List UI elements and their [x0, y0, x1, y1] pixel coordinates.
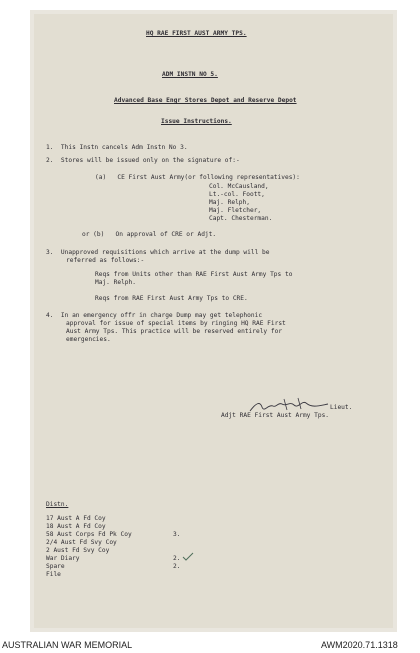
- distribution-unit: 2 Aust Fd Svy Coy: [46, 547, 110, 554]
- instruction-number: ADM INSTN NO 5.: [162, 71, 218, 78]
- footer-accession-number: AWM2020.71.1318: [321, 640, 398, 650]
- signature-rank: Lieut.: [330, 404, 353, 411]
- distribution-unit: Spare: [46, 563, 65, 570]
- distribution-unit: 58 Aust Corps Fd Pk Coy: [46, 531, 132, 538]
- subject-line-1: Advanced Base Engr Stores Depot and Reserve Depot: [114, 97, 297, 104]
- document-header: HQ RAE FIRST AUST ARMY TPS.: [146, 30, 247, 37]
- representative: Lt.-col. Foott,: [209, 191, 265, 198]
- distribution-label: Distn.: [46, 501, 69, 508]
- distribution-unit: 18 Aust A Fd Coy: [46, 523, 106, 530]
- footer-institution: AUSTRALIAN WAR MEMORIAL: [2, 640, 133, 650]
- subject-line-2: Issue Instructions.: [161, 118, 232, 125]
- check-mark-icon: [182, 552, 194, 562]
- paragraph-4-line: 4. In an emergency offr in charge Dump may get telephonic: [46, 312, 263, 319]
- signature-title: Adjt RAE First Aust Army Tps.: [221, 412, 330, 419]
- representative: Maj. Fletcher,: [209, 207, 262, 214]
- document-page: [34, 14, 393, 628]
- representative: Maj. Relph,: [209, 199, 250, 206]
- distribution-copies: 2.: [173, 563, 181, 570]
- paragraph-3-item-1-line-2: Maj. Relph.: [95, 279, 136, 286]
- paragraph-4-line: approval for issue of special items by ringing HQ RAE First: [66, 320, 286, 327]
- distribution-unit: 17 Aust A Fd Coy: [46, 515, 106, 522]
- paragraph-1: 1. This Instn cancels Adm Instn No 3.: [46, 144, 188, 151]
- distribution-unit: 2/4 Aust Fd Svy Coy: [46, 539, 117, 546]
- distribution-copies: 3.: [173, 531, 181, 538]
- representative: Col. McCausland,: [209, 183, 269, 190]
- distribution-copies: 2.: [173, 555, 181, 562]
- paragraph-4-line: Aust Army Tps. This practice will be reserved entirely for: [66, 328, 283, 335]
- paragraph-3-item-1-line-1: Reqs from Units other than RAE First Aust Army Tps to: [95, 271, 293, 278]
- paragraph-3-line-2: referred as follows:-: [66, 257, 145, 264]
- distribution-unit: File: [46, 571, 61, 578]
- distribution-unit: War Diary: [46, 555, 80, 562]
- paragraph-2b: or (b) On approval of CRE or Adjt.: [82, 231, 217, 238]
- paragraph-2: 2. Stores will be issued only on the signature of:-: [46, 157, 240, 164]
- representative: Capt. Chesterman.: [209, 215, 273, 222]
- paragraph-3-line-1: 3. Unapproved requisitions which arrive at the dump will be: [46, 249, 270, 256]
- paragraph-2a: (a) CE First Aust Army(or following representatives):: [95, 174, 300, 181]
- paragraph-3-item-2: Reqs from RAE First Aust Army Tps to CRE.: [95, 295, 248, 302]
- paragraph-4-line: emergencies.: [66, 336, 111, 343]
